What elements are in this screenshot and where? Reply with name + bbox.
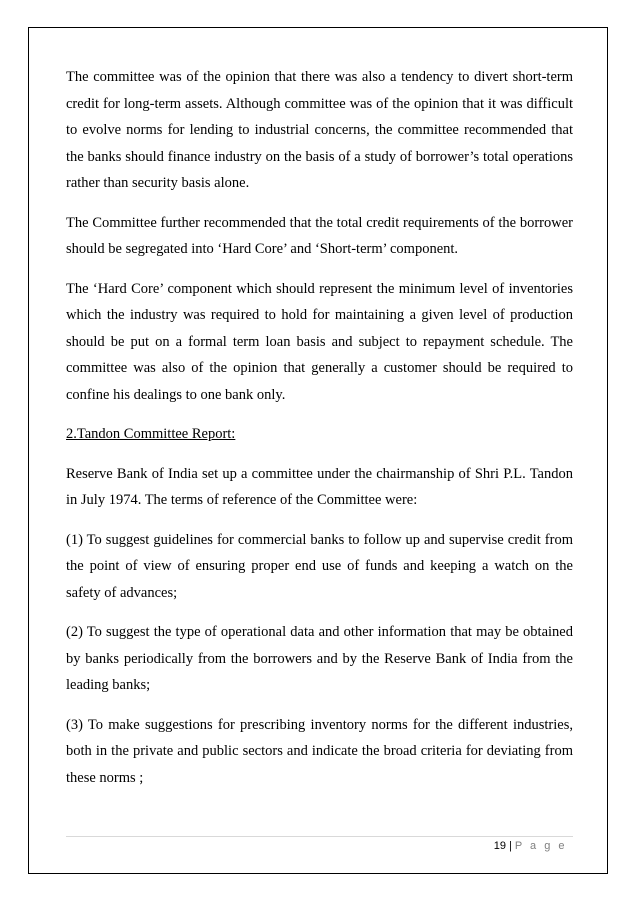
paragraph-2: The Committee further recommended that the total credit requirements of the borrower should be segregated into ‘Hard Core’ and ‘Short-term’ component.: [66, 214, 573, 257]
page-number: 19: [493, 840, 506, 852]
paragraph-1: The committee was of the opinion that there was also a tendency to divert short-term credit for long-term assets. Although committee was of the opinion that it was difficult to evolve norms for lending to industrial concerns, the committee recommended that the banks should finance industry on the basis of a study of borrower’s total operations rather than security basis alone.: [66, 69, 573, 191]
footer-rule: [66, 836, 573, 837]
document-body: [66, 64, 573, 804]
paragraph-3: The ‘Hard Core’ component which should represent the minimum level of inventories which the industry was required to hold for maintaining a given level of production should be put on a formal term loan basis and subject to repayment schedule. The committee was also of the opinion that generally a customer should be required to confine his dealings to one bank only.: [66, 280, 573, 403]
paragraph-6: (2) To suggest the type of operational data and other information that may be obtained by banks periodically from the borrowers and by the Reserve Bank of India from the leading banks;: [66, 624, 573, 693]
page-label: P a g e: [514, 840, 567, 852]
footer-separator: |: [508, 840, 512, 852]
section-heading: 2.Tandon Committee Report:: [66, 426, 236, 442]
paragraph-4: Reserve Bank of India set up a committee under the chairmanship of Shri P.L. Tandon in July 1974. The terms of reference of the Committee were:: [66, 465, 573, 508]
paragraph-5: (1) To suggest guidelines for commercial banks to follow up and supervise credit from the point of view of ensuring proper end use of funds and keeping a watch on the safety of advances;: [66, 531, 573, 601]
paragraph-7: (3) To make suggestions for prescribing inventory norms for the different industries, both in the private and public sectors and indicate the broad criteria for deviating from these norms ;: [66, 716, 573, 786]
page-footer: [494, 840, 567, 852]
